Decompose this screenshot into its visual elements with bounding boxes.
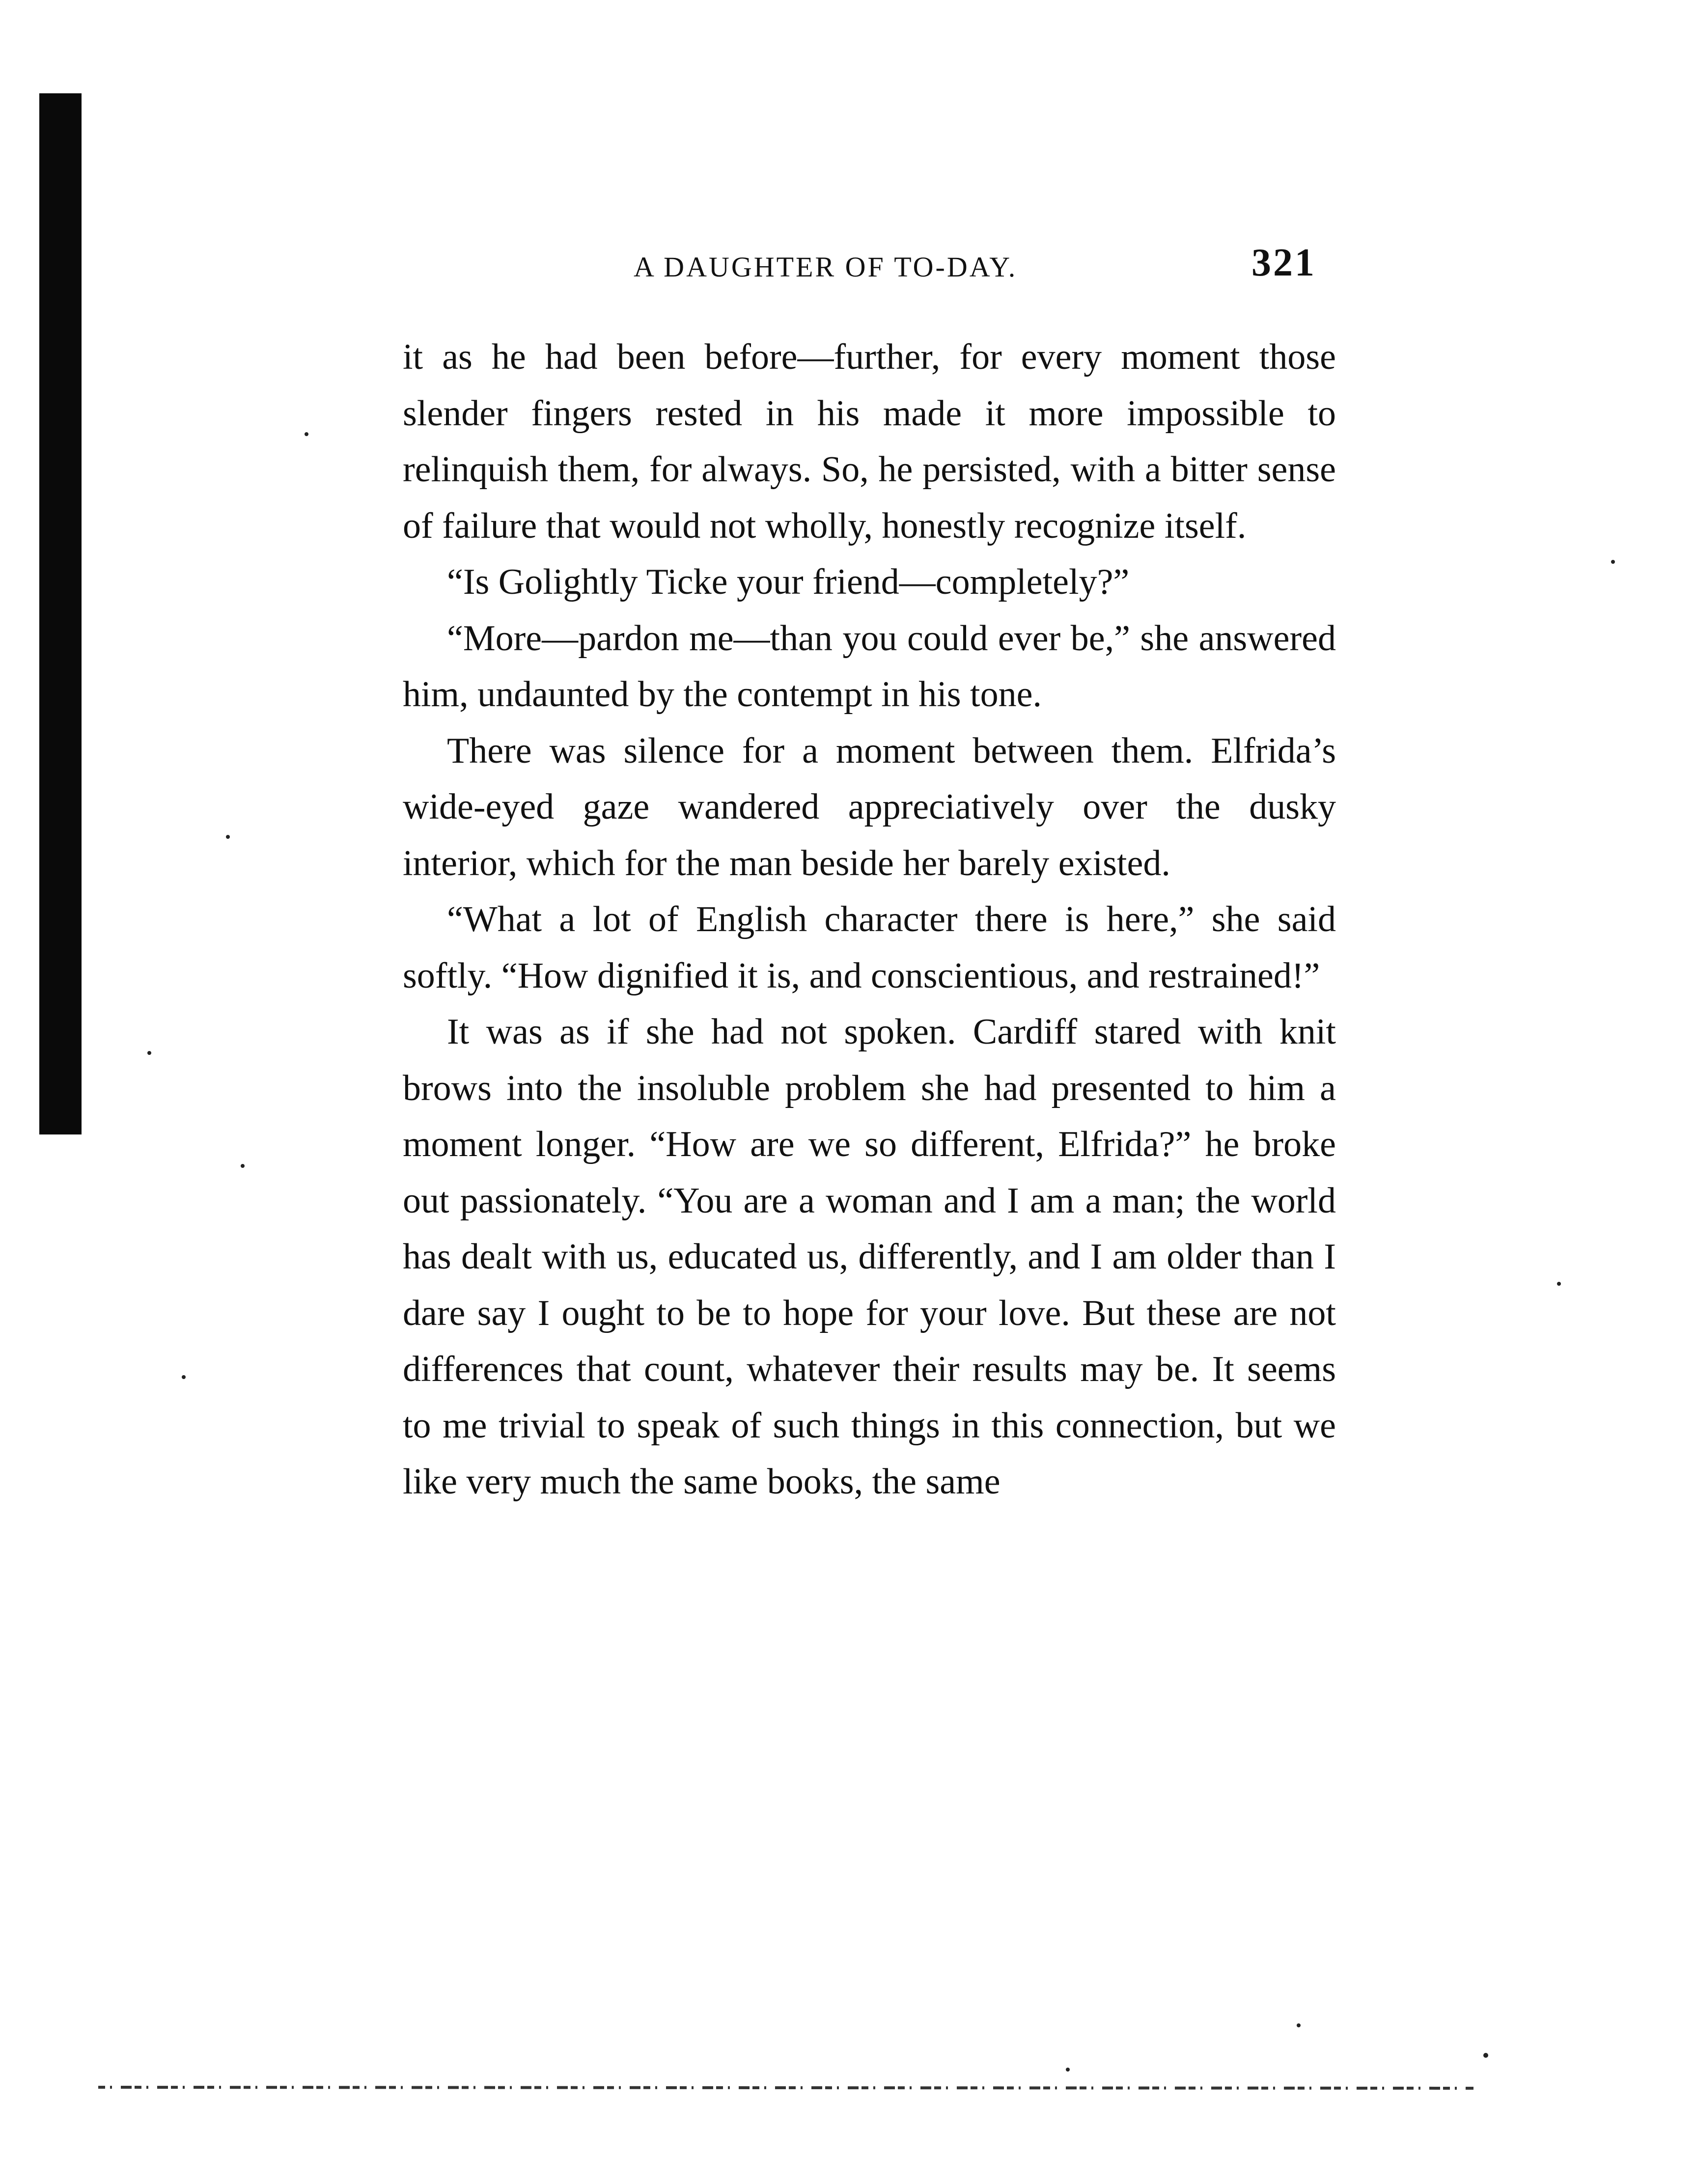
scan-speck bbox=[1611, 560, 1615, 564]
paragraph: it as he had been before—further, for every moment those slender fingers rested in his made it more impossible to relinquish them, for always. So, he persisted, with a bitter sense of failure that would not wholly, honestly recognize itself. bbox=[403, 337, 1336, 546]
page-number: 321 bbox=[1251, 241, 1316, 284]
scan-speck bbox=[1483, 2053, 1488, 2058]
page-header bbox=[634, 241, 1316, 295]
scan-speck bbox=[1297, 2023, 1301, 2027]
scan-bottom-noise bbox=[98, 2077, 1572, 2097]
body-text bbox=[403, 329, 1336, 1510]
paragraph: “More—pardon me—than you could ever be,” she answered him, undaunted by the contempt in his tone. bbox=[403, 618, 1336, 715]
paragraph: It was as if she had not spoken. Cardiff stared with knit brows into the insoluble problem she had presented to him a moment longer. “How are we so different, Elfrida?” he broke out passionately. “You are a woman and I am a man; the world has dealt with us, educated us, differently, and I am older than I dare say I ought to be to hope for your love. But these are not differences that count, whatever their results may be. It seems to me trivial to speak of such things in this connection, but we like very much the same books, the same bbox=[403, 1012, 1336, 1502]
scan-speck bbox=[1557, 1282, 1561, 1286]
scan-speck bbox=[241, 1164, 245, 1168]
running-head: A DAUGHTER OF TO-DAY. bbox=[634, 251, 1018, 283]
scan-speck bbox=[1066, 2068, 1070, 2072]
scan-speck bbox=[305, 432, 308, 436]
scan-speck bbox=[147, 1051, 151, 1055]
scan-speck bbox=[182, 1375, 186, 1379]
paragraph: “What a lot of English character there is here,” she said softly. “How dignified it is, and conscientious, and restrained!” bbox=[403, 899, 1336, 996]
paragraph: “Is Golightly Ticke your friend—completely?” bbox=[447, 562, 1130, 602]
paragraph: There was silence for a moment between them. Elfrida’s wide-eyed gaze wandered appreciatively over the dusky interior, which for the man beside her barely existed. bbox=[403, 730, 1336, 884]
scan-speck bbox=[226, 835, 230, 839]
scan-edge-shadow bbox=[39, 93, 82, 1134]
